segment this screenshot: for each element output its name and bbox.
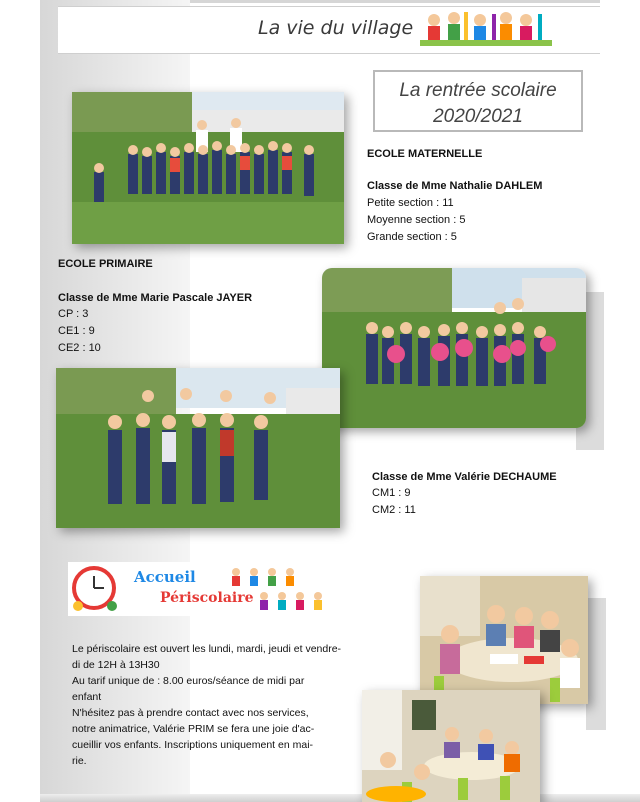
primaire-class1-line-3: CE2 : 10	[58, 342, 101, 354]
primaire-class1-line-1: CP : 3	[58, 308, 89, 320]
photo-maternelle-class	[72, 92, 344, 244]
periscolaire-line-7: cueillir vos enfants. Inscriptions uniquement en mai-	[72, 739, 314, 751]
section-title-line2: 2020/2021	[433, 106, 523, 127]
clock-kids-icon	[68, 562, 332, 616]
photo-dechaume-class	[56, 368, 340, 528]
maternelle-line-2: Moyenne section : 5	[367, 214, 466, 226]
photo-jayer-class	[322, 268, 586, 428]
photo-periscolaire-room	[362, 690, 540, 802]
periscolaire-logo-line1: Accueil	[134, 568, 196, 586]
primaire-class2-title: Classe de Mme Valérie DECHAUME	[372, 471, 557, 483]
primaire-class1-line-2: CE1 : 9	[58, 325, 95, 337]
periscolaire-line-1: Le périscolaire est ouvert les lundi, mardi, jeudi et vendre-	[72, 643, 342, 655]
periscolaire-line-6: notre animatrice, Valérie PRIM se fera une joie d'ac-	[72, 723, 315, 735]
periscolaire-line-3: Au tarif unique de : 8.00 euros/séance de midi par	[72, 675, 305, 687]
periscolaire-line-2: di de 12H à 13H30	[72, 659, 160, 671]
top-rule	[190, 0, 600, 3]
bottom-grey-band	[40, 794, 640, 802]
primaire-class2-line-2: CM2 : 11	[372, 504, 416, 516]
photo-periscolaire-table	[420, 576, 588, 704]
periscolaire-line-8: rie.	[72, 755, 87, 767]
section-title-line1: La rentrée scolaire	[399, 80, 557, 101]
periscolaire-logo	[68, 562, 332, 616]
primaire-class1-title: Classe de Mme Marie Pascale JAYER	[58, 292, 253, 304]
maternelle-line-3: Grande section : 5	[367, 231, 457, 243]
maternelle-class-title: Classe de Mme Nathalie DAHLEM	[367, 180, 543, 192]
primaire-heading: ECOLE PRIMAIRE	[58, 258, 153, 270]
page-title: La vie du village	[258, 17, 414, 39]
kids-clipart-icon	[420, 8, 552, 48]
section-title-box	[373, 70, 583, 132]
maternelle-line-1: Petite section : 11	[367, 197, 454, 209]
photo-backing-card-2	[586, 598, 606, 730]
periscolaire-logo-line2: Périscolaire	[160, 590, 254, 606]
periscolaire-paragraph	[72, 641, 372, 769]
periscolaire-line-5: N'hésitez pas à prendre contact avec nos services,	[72, 707, 309, 719]
maternelle-heading: ECOLE MATERNELLE	[367, 148, 483, 160]
primaire-class2-line-1: CM1 : 9	[372, 487, 411, 499]
periscolaire-line-4: enfant	[72, 691, 102, 703]
